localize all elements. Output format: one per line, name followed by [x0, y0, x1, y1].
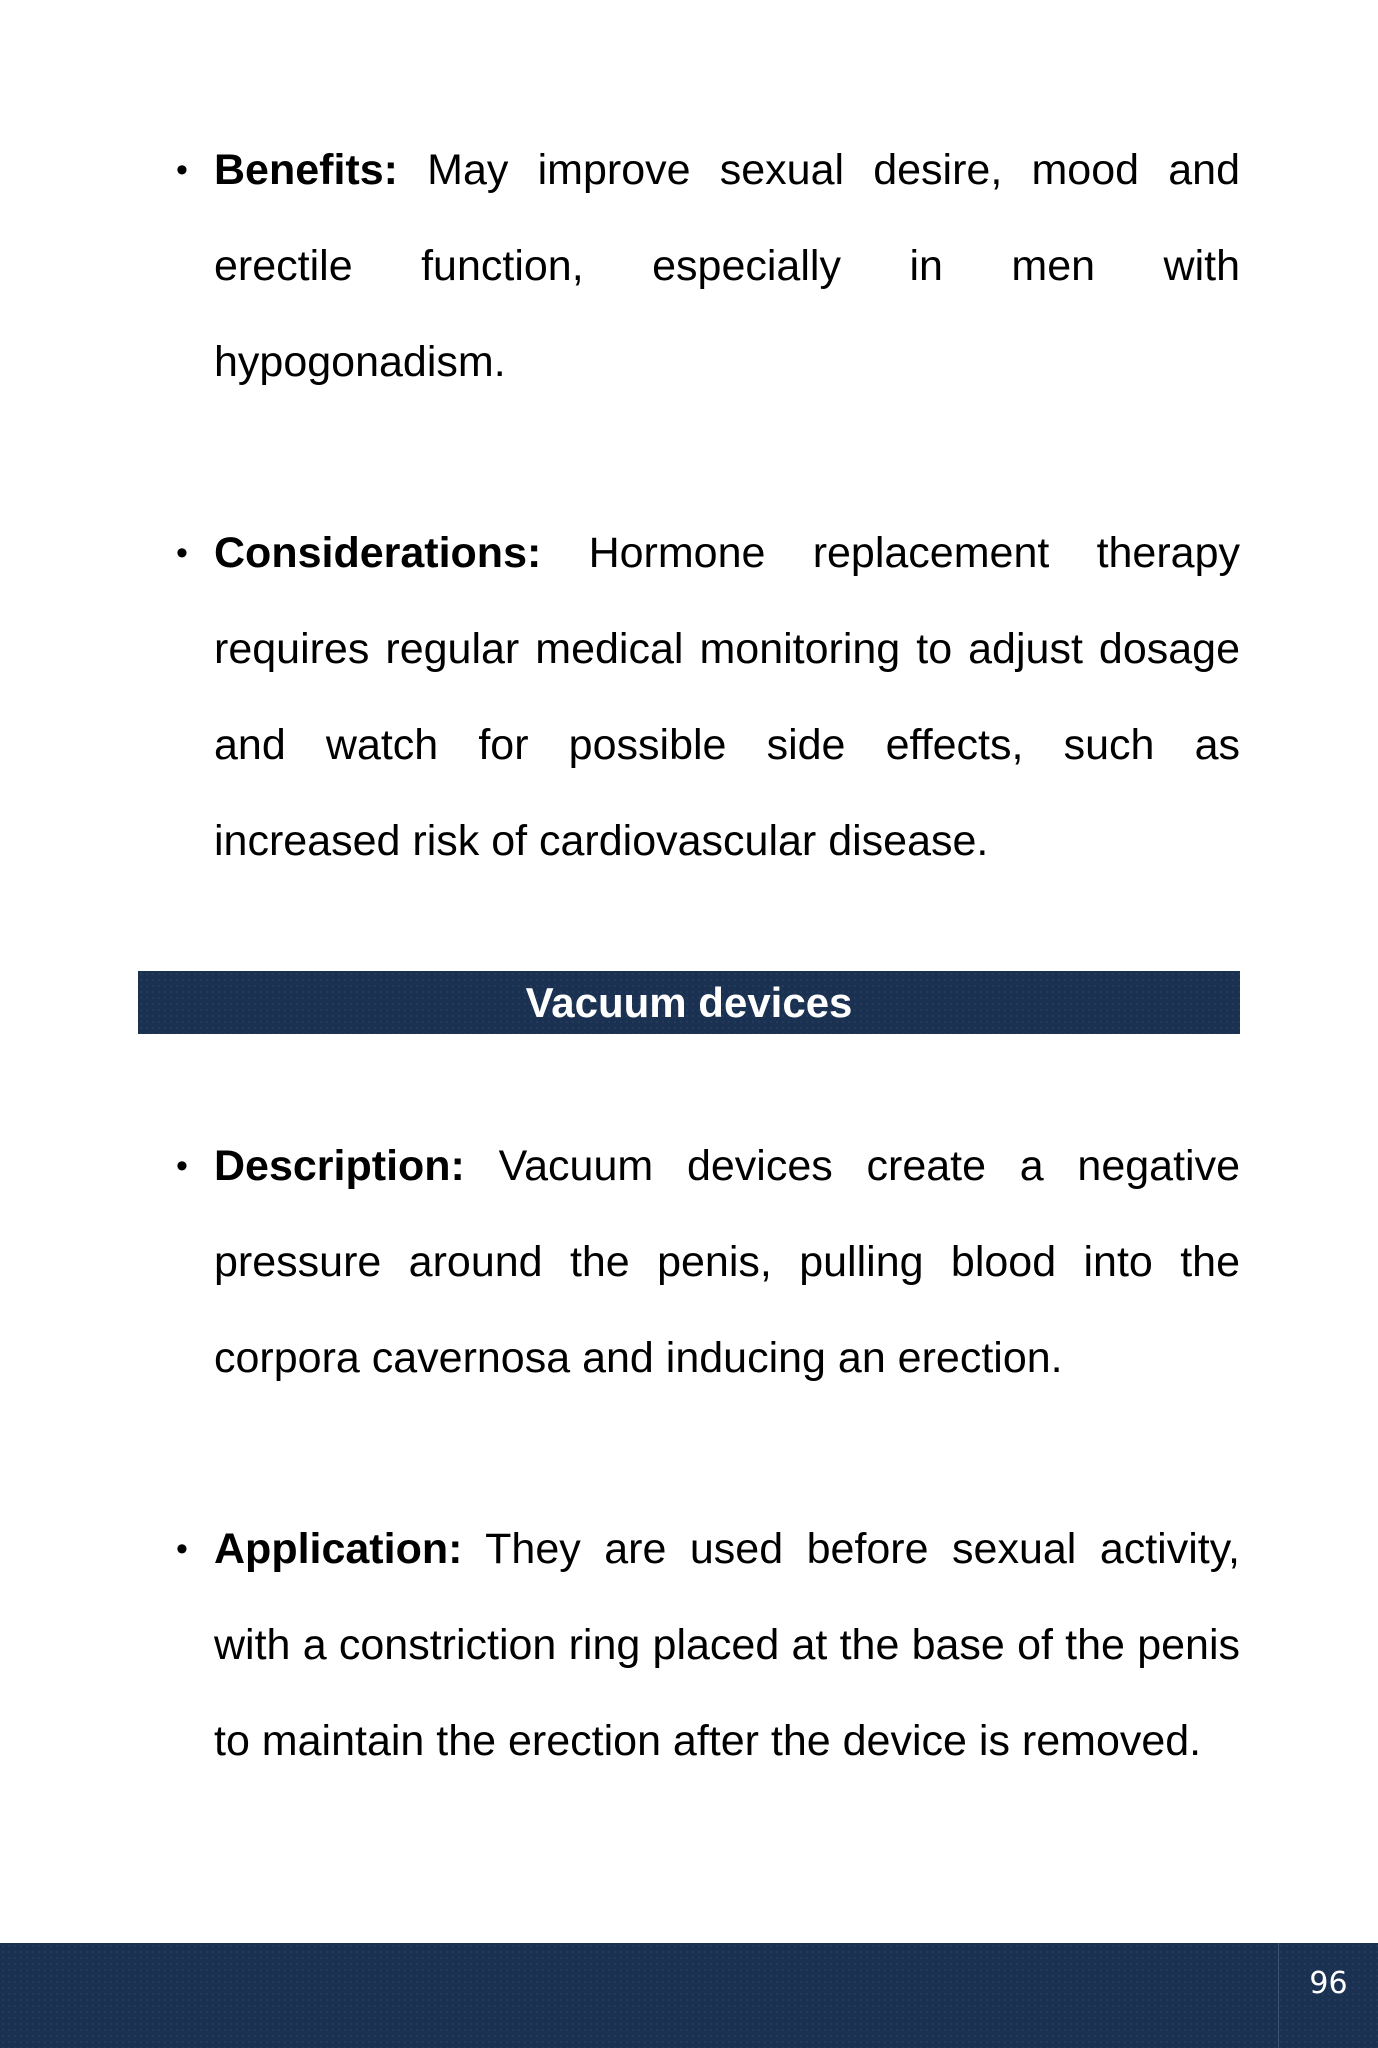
bullet-description [176, 1118, 1240, 1406]
section-banner [138, 971, 1240, 1034]
page-number: 96 [1309, 1966, 1348, 2001]
bullet-label: Application: [214, 1525, 463, 1573]
bullet-dot-icon: • [176, 1530, 188, 1568]
bullet-label: Considerations: [214, 529, 542, 577]
bullet-dot-icon: • [176, 534, 188, 572]
bullet-application [176, 1501, 1240, 1789]
bullet-considerations [176, 505, 1240, 889]
bullet-dot-icon: • [176, 151, 188, 189]
bullet-text: Hormone replacement therapy requires regular medical monitoring to adjust dosage and watch for possible side effects, such as increased risk of cardiovascular disease. [214, 529, 1240, 865]
bullet-dot-icon: • [176, 1147, 188, 1185]
section-title: Vacuum devices [525, 979, 853, 1026]
bullet-benefits [176, 122, 1240, 410]
page-footer [0, 1943, 1378, 2048]
bullet-label: Benefits: [214, 146, 398, 194]
bullet-text: May improve sexual desire, mood and erectile function, especially in men with hypogonadism. [214, 146, 1240, 386]
bullet-text: They are used before sexual activity, with a constriction ring placed at the base of the penis to maintain the erection after the device is removed. [214, 1525, 1240, 1765]
bullet-text: Vacuum devices create a negative pressure around the penis, pulling blood into the corpora cavernosa and inducing an erection. [214, 1142, 1240, 1382]
bullet-label: Description: [214, 1142, 465, 1190]
